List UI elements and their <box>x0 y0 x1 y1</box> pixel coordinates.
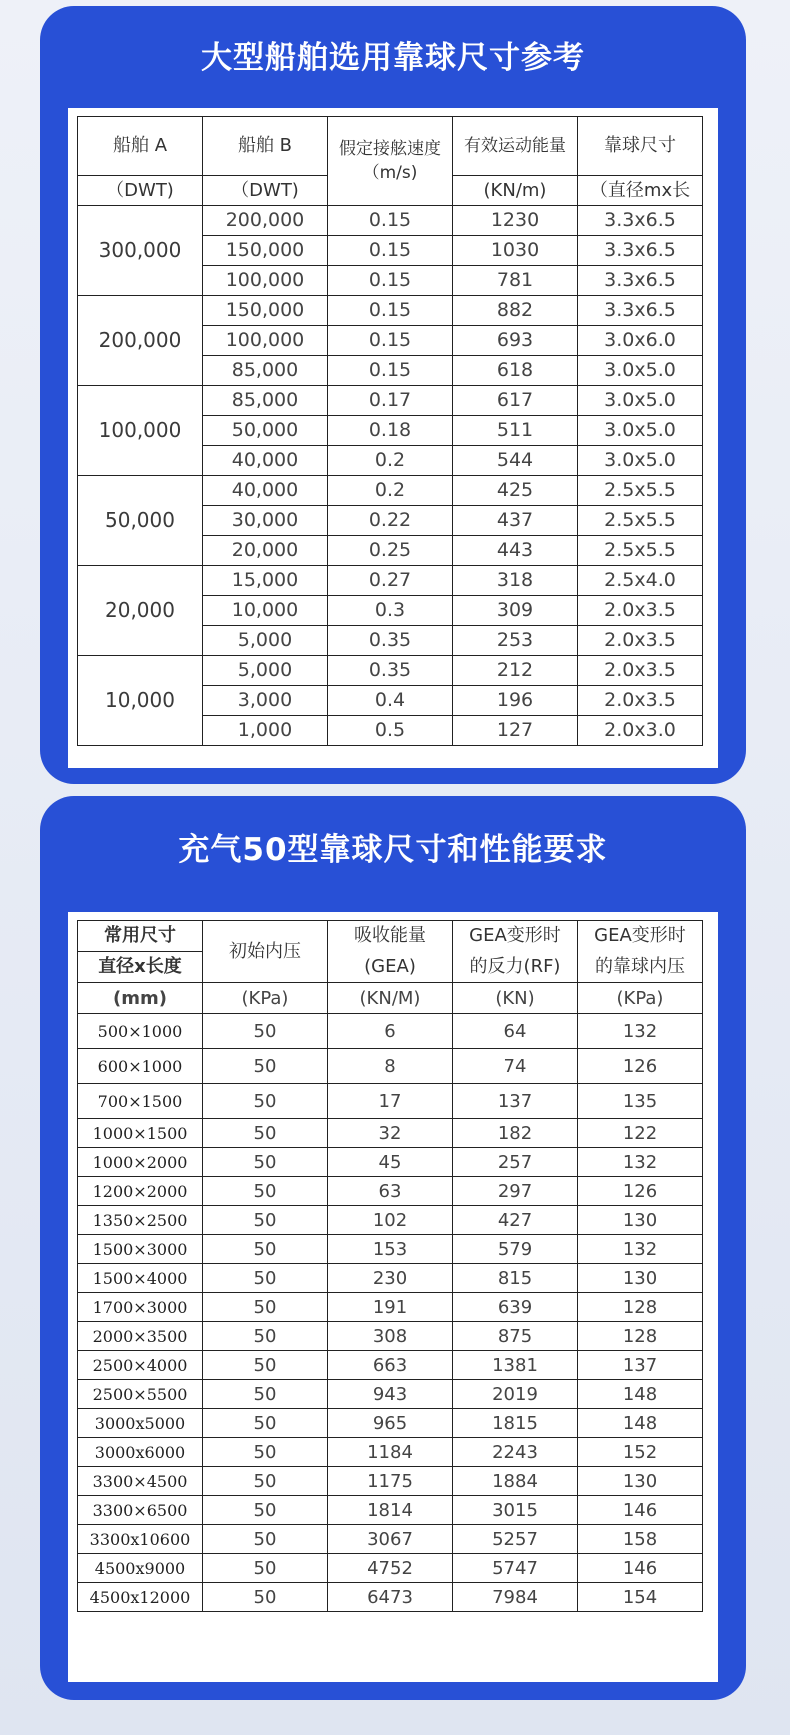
gea-cell: 191 <box>328 1293 453 1322</box>
size-cell: 4500x12000 <box>78 1583 203 1612</box>
ship-a-cell: 10,000 <box>78 656 203 746</box>
inner-pressure-cell: 148 <box>578 1380 703 1409</box>
table-header-row <box>78 117 703 176</box>
rf-cell: 297 <box>453 1177 578 1206</box>
fender-size-cell: 2.0x3.5 <box>578 686 703 716</box>
unit-energy: (KN/m) <box>453 176 578 206</box>
speed-cell: 0.27 <box>328 566 453 596</box>
ship-b-cell: 85,000 <box>203 386 328 416</box>
rf-cell: 74 <box>453 1049 578 1084</box>
ship-fender-table <box>77 116 703 746</box>
table-row <box>78 1014 703 1049</box>
size-cell: 1500×3000 <box>78 1235 203 1264</box>
ship-b-cell: 15,000 <box>203 566 328 596</box>
table-row <box>78 1049 703 1084</box>
header-gea-line2: (GEA) <box>328 952 453 983</box>
inner-pressure-cell: 132 <box>578 1148 703 1177</box>
table-row <box>78 1235 703 1264</box>
gea-cell: 45 <box>328 1148 453 1177</box>
rf-cell: 137 <box>453 1084 578 1119</box>
gea-cell: 3067 <box>328 1525 453 1554</box>
energy-cell: 425 <box>453 476 578 506</box>
header-rf-line1: GEA变形时 <box>453 921 578 952</box>
table-row <box>78 1525 703 1554</box>
table-row <box>78 656 703 686</box>
rf-cell: 3015 <box>453 1496 578 1525</box>
table-row <box>78 1206 703 1235</box>
energy-cell: 1230 <box>453 206 578 236</box>
size-cell: 500×1000 <box>78 1014 203 1049</box>
header-gea-line1: 吸收能量 <box>328 921 453 952</box>
table-row <box>78 206 703 236</box>
header-inner-line2: 的靠球内压 <box>578 952 703 983</box>
rf-cell: 639 <box>453 1293 578 1322</box>
table-row <box>78 476 703 506</box>
fender-size-cell: 3.0x5.0 <box>578 356 703 386</box>
inner-pressure-cell: 126 <box>578 1177 703 1206</box>
fender-size-cell: 2.0x3.5 <box>578 596 703 626</box>
speed-cell: 0.4 <box>328 686 453 716</box>
energy-cell: 437 <box>453 506 578 536</box>
table-row <box>78 1554 703 1583</box>
gea-cell: 1184 <box>328 1438 453 1467</box>
initial-pressure-cell: 50 <box>203 1148 328 1177</box>
inner-pressure-cell: 130 <box>578 1206 703 1235</box>
ship-b-cell: 150,000 <box>203 236 328 266</box>
energy-cell: 617 <box>453 386 578 416</box>
ship-b-cell: 30,000 <box>203 506 328 536</box>
energy-cell: 196 <box>453 686 578 716</box>
table-header-row <box>78 952 703 983</box>
initial-pressure-cell: 50 <box>203 1351 328 1380</box>
table-row <box>78 1119 703 1148</box>
inner-pressure-cell: 135 <box>578 1084 703 1119</box>
size-cell: 700×1500 <box>78 1084 203 1119</box>
initial-pressure-cell: 50 <box>203 1235 328 1264</box>
speed-cell: 0.2 <box>328 446 453 476</box>
size-cell: 3000x6000 <box>78 1438 203 1467</box>
inner-pressure-cell: 158 <box>578 1525 703 1554</box>
initial-pressure-cell: 50 <box>203 1049 328 1084</box>
inner-pressure-cell: 146 <box>578 1496 703 1525</box>
ship-b-cell: 10,000 <box>203 596 328 626</box>
speed-cell: 0.15 <box>328 206 453 236</box>
rf-cell: 427 <box>453 1206 578 1235</box>
ship-a-cell: 20,000 <box>78 566 203 656</box>
fender-size-cell: 2.0x3.0 <box>578 716 703 746</box>
section2-title: 充气50型靠球尺寸和性能要求 <box>178 832 608 868</box>
initial-pressure-cell: 50 <box>203 1409 328 1438</box>
size-cell: 4500x9000 <box>78 1554 203 1583</box>
inner-pressure-cell: 132 <box>578 1014 703 1049</box>
speed-cell: 0.17 <box>328 386 453 416</box>
fender-size-cell: 3.3x6.5 <box>578 266 703 296</box>
size-cell: 2000×3500 <box>78 1322 203 1351</box>
size-cell: 1000×2000 <box>78 1148 203 1177</box>
ship-b-cell: 1,000 <box>203 716 328 746</box>
header-fender-size: 靠球尺寸 <box>578 117 703 176</box>
initial-pressure-cell: 50 <box>203 1177 328 1206</box>
ship-b-cell: 85,000 <box>203 356 328 386</box>
rf-cell: 1884 <box>453 1467 578 1496</box>
table-header-row <box>78 921 703 952</box>
rf-cell: 182 <box>453 1119 578 1148</box>
unit-ship-a: （DWT) <box>78 176 203 206</box>
ship-b-cell: 20,000 <box>203 536 328 566</box>
rf-cell: 815 <box>453 1264 578 1293</box>
size-cell: 3300×4500 <box>78 1467 203 1496</box>
ship-b-cell: 200,000 <box>203 206 328 236</box>
initial-pressure-cell: 50 <box>203 1583 328 1612</box>
ship-a-cell: 100,000 <box>78 386 203 476</box>
unit-ship-b: （DWT) <box>203 176 328 206</box>
initial-pressure-cell: 50 <box>203 1467 328 1496</box>
fender-size-cell: 3.3x6.5 <box>578 206 703 236</box>
section2-sheet <box>68 912 718 1682</box>
initial-pressure-cell: 50 <box>203 1380 328 1409</box>
energy-cell: 309 <box>453 596 578 626</box>
rf-cell: 2243 <box>453 1438 578 1467</box>
fender-size-cell: 3.0x5.0 <box>578 416 703 446</box>
gea-cell: 102 <box>328 1206 453 1235</box>
inner-pressure-cell: 132 <box>578 1235 703 1264</box>
speed-cell: 0.2 <box>328 476 453 506</box>
size-cell: 1500×4000 <box>78 1264 203 1293</box>
rf-cell: 2019 <box>453 1380 578 1409</box>
section1-sheet <box>68 108 718 768</box>
table-row <box>78 1583 703 1612</box>
fender-size-cell: 3.3x6.5 <box>578 236 703 266</box>
table-row <box>78 1351 703 1380</box>
rf-cell: 7984 <box>453 1583 578 1612</box>
ship-b-cell: 100,000 <box>203 266 328 296</box>
header-initial-pressure: 初始内压 <box>203 921 328 983</box>
table-row <box>78 1496 703 1525</box>
table-row <box>78 1380 703 1409</box>
header-ship-b: 船舶 B <box>203 117 328 176</box>
fender-performance-table <box>77 920 703 1612</box>
gea-cell: 17 <box>328 1084 453 1119</box>
fender-size-cell: 2.5x4.0 <box>578 566 703 596</box>
header-effective-energy: 有效运动能量 <box>453 117 578 176</box>
gea-cell: 63 <box>328 1177 453 1206</box>
table-row <box>78 1177 703 1206</box>
rf-cell: 5747 <box>453 1554 578 1583</box>
energy-cell: 318 <box>453 566 578 596</box>
table-row <box>78 1467 703 1496</box>
fender-size-cell: 2.0x3.5 <box>578 656 703 686</box>
table-row <box>78 1409 703 1438</box>
inner-pressure-cell: 148 <box>578 1409 703 1438</box>
initial-pressure-cell: 50 <box>203 1322 328 1351</box>
unit-size: （直径mx长 <box>578 176 703 206</box>
gea-cell: 8 <box>328 1049 453 1084</box>
energy-cell: 882 <box>453 296 578 326</box>
inner-pressure-cell: 130 <box>578 1467 703 1496</box>
gea-cell: 153 <box>328 1235 453 1264</box>
section1-title: 大型船舶选用靠球尺寸参考 <box>201 40 585 76</box>
header-rf-line2: 的反力(RF) <box>453 952 578 983</box>
rf-cell: 5257 <box>453 1525 578 1554</box>
ship-a-cell: 50,000 <box>78 476 203 566</box>
inner-pressure-cell: 130 <box>578 1264 703 1293</box>
rf-cell: 64 <box>453 1014 578 1049</box>
table-row <box>78 1084 703 1119</box>
header-size-line1: 常用尺寸 <box>78 921 203 952</box>
unit-gea: (KN/M) <box>328 983 453 1014</box>
inner-pressure-cell: 146 <box>578 1554 703 1583</box>
rf-cell: 257 <box>453 1148 578 1177</box>
ship-b-cell: 100,000 <box>203 326 328 356</box>
size-cell: 2500×5500 <box>78 1380 203 1409</box>
speed-cell: 0.18 <box>328 416 453 446</box>
table-row <box>78 566 703 596</box>
energy-cell: 253 <box>453 626 578 656</box>
unit-rf: (KN) <box>453 983 578 1014</box>
header-inner-line1: GEA变形时 <box>578 921 703 952</box>
fender-reference-panel <box>40 6 746 784</box>
rf-cell: 579 <box>453 1235 578 1264</box>
rf-cell: 1381 <box>453 1351 578 1380</box>
rf-cell: 875 <box>453 1322 578 1351</box>
initial-pressure-cell: 50 <box>203 1293 328 1322</box>
table-row <box>78 386 703 416</box>
size-cell: 2500×4000 <box>78 1351 203 1380</box>
table-row <box>78 1293 703 1322</box>
size-cell: 1000×1500 <box>78 1119 203 1148</box>
fender-size-cell: 3.0x6.0 <box>578 326 703 356</box>
gea-cell: 6 <box>328 1014 453 1049</box>
fender-size-cell: 2.5x5.5 <box>578 536 703 566</box>
initial-pressure-cell: 50 <box>203 1084 328 1119</box>
initial-pressure-cell: 50 <box>203 1496 328 1525</box>
size-cell: 3300×6500 <box>78 1496 203 1525</box>
header-ship-a: 船舶 A <box>78 117 203 176</box>
ship-a-cell: 200,000 <box>78 296 203 386</box>
speed-cell: 0.15 <box>328 266 453 296</box>
initial-pressure-cell: 50 <box>203 1438 328 1467</box>
gea-cell: 663 <box>328 1351 453 1380</box>
inner-pressure-cell: 154 <box>578 1583 703 1612</box>
inner-pressure-cell: 128 <box>578 1293 703 1322</box>
fender-size-cell: 2.5x5.5 <box>578 506 703 536</box>
table-row <box>78 1322 703 1351</box>
fender-size-cell: 3.0x5.0 <box>578 446 703 476</box>
size-cell: 1350×2500 <box>78 1206 203 1235</box>
inner-pressure-cell: 122 <box>578 1119 703 1148</box>
unit-inner: (KPa) <box>578 983 703 1014</box>
speed-cell: 0.15 <box>328 356 453 386</box>
energy-cell: 212 <box>453 656 578 686</box>
gea-cell: 4752 <box>328 1554 453 1583</box>
energy-cell: 618 <box>453 356 578 386</box>
gea-cell: 6473 <box>328 1583 453 1612</box>
size-cell: 1200×2000 <box>78 1177 203 1206</box>
initial-pressure-cell: 50 <box>203 1554 328 1583</box>
speed-cell: 0.15 <box>328 296 453 326</box>
table-unit-row <box>78 983 703 1014</box>
initial-pressure-cell: 50 <box>203 1525 328 1554</box>
fender-size-cell: 2.5x5.5 <box>578 476 703 506</box>
table-row <box>78 1264 703 1293</box>
gea-cell: 308 <box>328 1322 453 1351</box>
table-row <box>78 1438 703 1467</box>
table-row <box>78 296 703 326</box>
table-row <box>78 1148 703 1177</box>
rf-cell: 1815 <box>453 1409 578 1438</box>
header-size-line2: 直径x长度 <box>78 952 203 983</box>
speed-cell: 0.35 <box>328 626 453 656</box>
speed-cell: 0.25 <box>328 536 453 566</box>
unit-pressure: (KPa) <box>203 983 328 1014</box>
speed-cell: 0.15 <box>328 236 453 266</box>
initial-pressure-cell: 50 <box>203 1119 328 1148</box>
ship-b-cell: 50,000 <box>203 416 328 446</box>
size-cell: 600×1000 <box>78 1049 203 1084</box>
size-cell: 1700×3000 <box>78 1293 203 1322</box>
header-approach-speed: 假定接舷速度（m/s) <box>328 117 453 206</box>
ship-b-cell: 3,000 <box>203 686 328 716</box>
initial-pressure-cell: 50 <box>203 1264 328 1293</box>
gea-cell: 230 <box>328 1264 453 1293</box>
speed-cell: 0.22 <box>328 506 453 536</box>
size-cell: 3300x10600 <box>78 1525 203 1554</box>
unit-size: (mm) <box>78 983 203 1014</box>
initial-pressure-cell: 50 <box>203 1206 328 1235</box>
energy-cell: 544 <box>453 446 578 476</box>
inner-pressure-cell: 128 <box>578 1322 703 1351</box>
fender-size-cell: 3.0x5.0 <box>578 386 703 416</box>
inflatable-fender-panel <box>40 796 746 1700</box>
initial-pressure-cell: 50 <box>203 1014 328 1049</box>
energy-cell: 693 <box>453 326 578 356</box>
ship-b-cell: 5,000 <box>203 626 328 656</box>
inner-pressure-cell: 126 <box>578 1049 703 1084</box>
energy-cell: 127 <box>453 716 578 746</box>
gea-cell: 32 <box>328 1119 453 1148</box>
inner-pressure-cell: 152 <box>578 1438 703 1467</box>
speed-cell: 0.3 <box>328 596 453 626</box>
energy-cell: 443 <box>453 536 578 566</box>
energy-cell: 511 <box>453 416 578 446</box>
ship-a-cell: 300,000 <box>78 206 203 296</box>
energy-cell: 1030 <box>453 236 578 266</box>
ship-b-cell: 150,000 <box>203 296 328 326</box>
ship-b-cell: 40,000 <box>203 476 328 506</box>
gea-cell: 1814 <box>328 1496 453 1525</box>
fender-size-cell: 2.0x3.5 <box>578 626 703 656</box>
ship-b-cell: 40,000 <box>203 446 328 476</box>
gea-cell: 943 <box>328 1380 453 1409</box>
inner-pressure-cell: 137 <box>578 1351 703 1380</box>
energy-cell: 781 <box>453 266 578 296</box>
ship-b-cell: 5,000 <box>203 656 328 686</box>
size-cell: 3000x5000 <box>78 1409 203 1438</box>
fender-size-cell: 3.3x6.5 <box>578 296 703 326</box>
speed-cell: 0.5 <box>328 716 453 746</box>
gea-cell: 1175 <box>328 1467 453 1496</box>
speed-cell: 0.15 <box>328 326 453 356</box>
gea-cell: 965 <box>328 1409 453 1438</box>
speed-cell: 0.35 <box>328 656 453 686</box>
